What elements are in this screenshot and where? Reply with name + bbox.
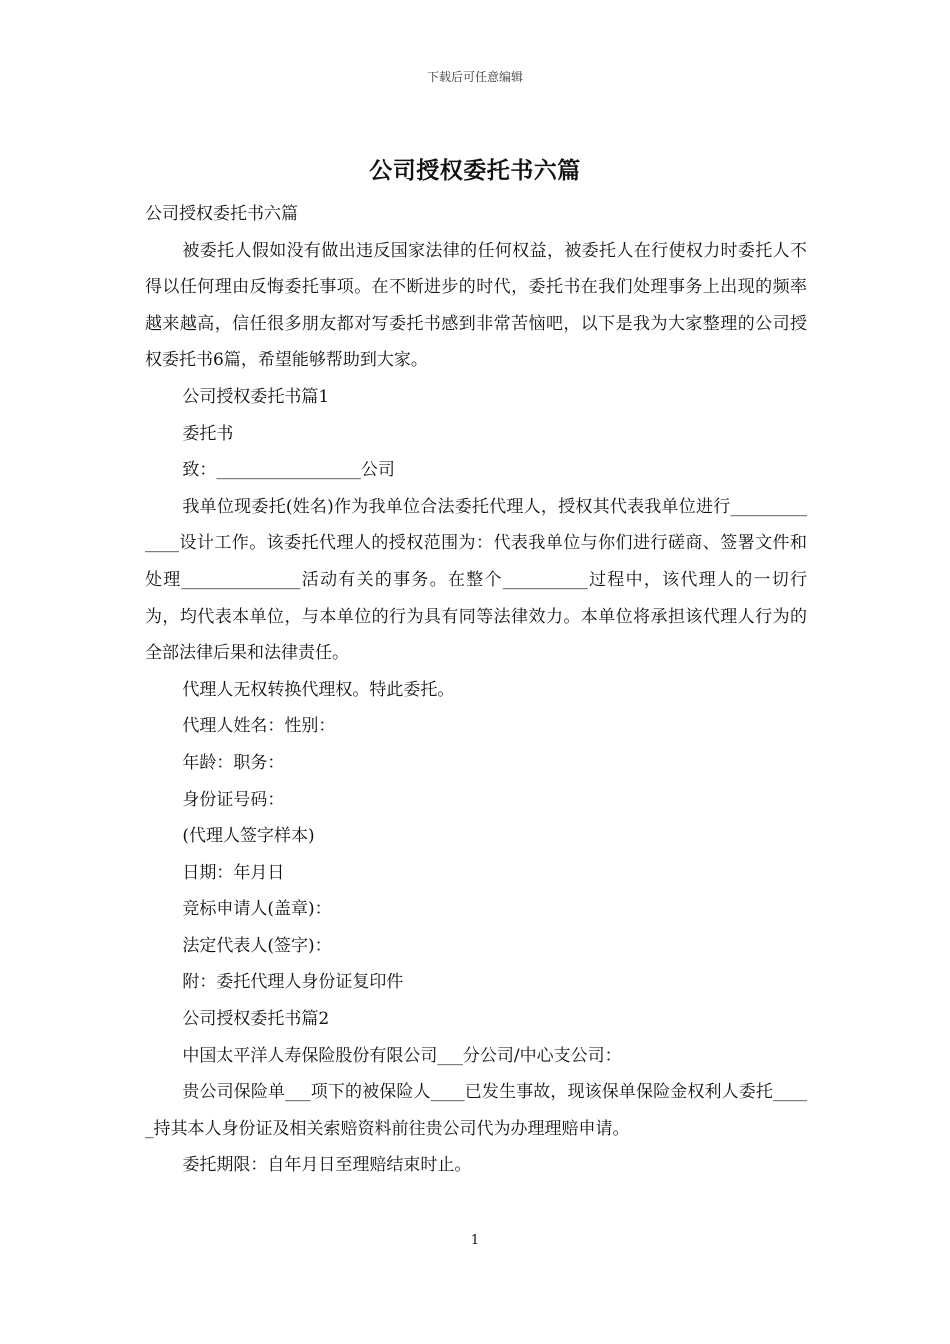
paragraph: 代理人无权转换代理权。特此委托。: [182, 679, 455, 700]
paragraph: 委托书: [182, 423, 234, 444]
header-note: 下载后可任意编辑: [426, 70, 523, 84]
paragraph: 年龄：职务：: [182, 752, 285, 773]
paragraph: 身份证号码：: [182, 789, 285, 810]
paragraph: 附：委托代理人身份证复印件: [182, 972, 404, 993]
section-heading-2: 公司授权委托书篇2: [182, 1009, 330, 1030]
paragraph: 我单位现委托(姓名)作为我单位合法委托代理人，授权其代表我单位进行_____________设计工作。该委托代理人的授权范围为：代表我单位与你们进行磋商、签署文件和处理______________活动有关的事务。在整个__________过程中，该代理人的一切行为，均代表本单位，与本单位的行为具有同等法律效力。本单位将承担该代理人行为的全部法律后果和法律责任。: [145, 496, 807, 664]
paragraph: 日期：年月日: [182, 862, 285, 883]
page-number: 1: [470, 1233, 480, 1248]
paragraph-subtitle: 公司授权委托书六篇: [145, 204, 298, 224]
document-body: [145, 196, 807, 1184]
section-heading-1: 公司授权委托书篇1: [182, 386, 330, 407]
paragraph: 法定代表人(签字)：: [182, 935, 332, 956]
paragraph: 贵公司保险单___项下的被保险人____已发生事故，现该保单保险金权利人委托_____持其本人身份证及相关索赔资料前往贵公司代为办理理赔申请。: [145, 1082, 807, 1139]
paragraph: 竞标申请人(盖章)：: [182, 899, 332, 920]
paragraph: 代理人姓名：性别：: [182, 716, 336, 737]
paragraph: 中国太平洋人寿保险股份有限公司___分公司/中心支公司：: [182, 1045, 622, 1066]
document-title: 公司授权委托书六篇: [369, 157, 581, 184]
paragraph: 委托期限：自年月日至理赔结束时止。: [182, 1155, 472, 1176]
paragraph-intro: 被委托人假如没有做出违反国家法律的任何权益，被委托人在行使权力时委托人不得以任何理由反悔委托事项。在不断进步的时代，委托书在我们处理事务上出现的频率越来越高，信任很多朋友都对写委托书感到非常苦恼吧，以下是我为大家整理的公司授权委托书6篇，希望能够帮助到大家。: [145, 240, 807, 371]
paragraph: (代理人签字样本): [182, 826, 315, 847]
paragraph: 致：_________________公司: [182, 460, 395, 481]
